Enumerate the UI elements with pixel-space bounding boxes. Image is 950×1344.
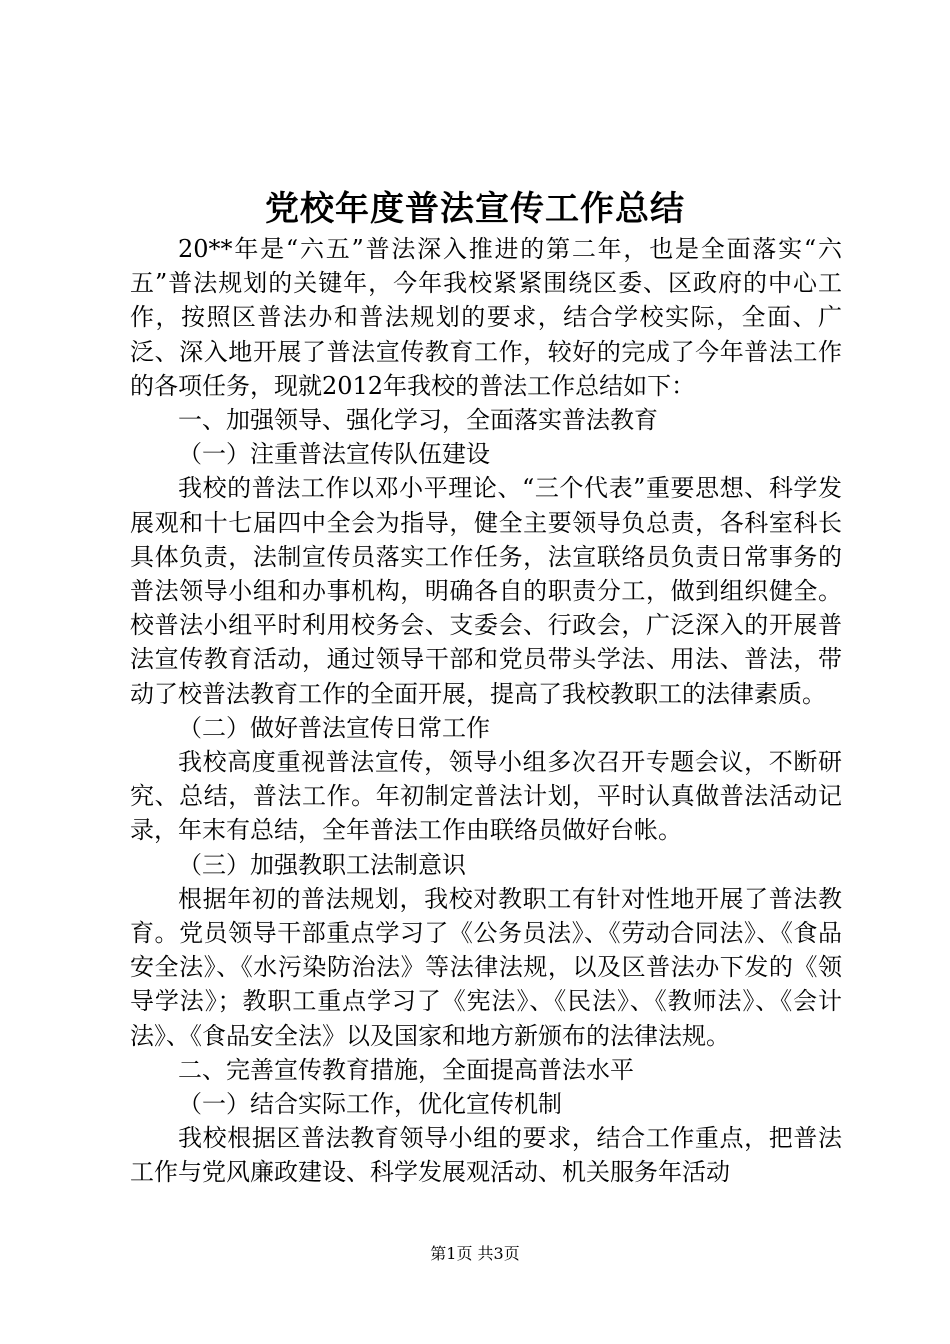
paragraph-1-2: 我校高度重视普法宣传，领导小组多次召开专题会议，不断研究、总结，普法工作。年初制定普法计划，平时认真做普法活动记录，年末有总结，全年普法工作由联络员做好台帐。 [130, 748, 842, 845]
paragraph-2-1: 我校根据区普法教育领导小组的要求，结合工作重点，把普法工作与党风廉政建设、科学发展观活动、机关服务年活动 [130, 1124, 842, 1187]
subsection-heading-1-2: （二）做好普法宣传日常工作 [178, 713, 490, 742]
paragraph-1-1: 我校的普法工作以邓小平理论、“三个代表”重要思想、科学发展观和十七届四中全会为指导，健全主要领导负总责，各科室科长具体负责，法制宣传员落实工作任务，法宣联络员负责日常事务的普法领导小组和办事机构，明确各自的职责分工，做到组织健全。校普法小组平时利用校务会、支委会、行政会，广泛深入的开展普法宣传教育活动，通过领导干部和党员带头学法、用法、普法，带动了校普法教育工作的全面开展，提高了我校教职工的法律素质。 [130, 474, 842, 708]
paragraph-1-3: 根据年初的普法规划，我校对教职工有针对性地开展了普法教育。党员领导干部重点学习了《公务员法》、《劳动合同法》、《食品安全法》、《水污染防治法》等法律法规，以及区普法办下发的《领导学法》；教职工重点学习了《宪法》、《民法》、《教师法》、《会计法》、《食品安全法》以及国家和地方新颁布的法律法规。 [130, 884, 842, 1050]
section-heading-1: 一、加强领导、强化学习，全面落实普法教育 [178, 406, 658, 435]
paragraph-intro: 20**年是“六五”普法深入推进的第二年，也是全面落实“六五”普法规划的关键年，今年我校紧紧围绕区委、区政府的中心工作，按照区普法办和普法规划的要求，结合学校实际，全面、广泛、深入地开展了普法宣传教育工作，较好的完成了今年普法工作的各项任务，现就2012年我校的普法工作总结如下： [130, 235, 842, 400]
document-title: 党校年度普法宣传工作总结 [265, 189, 685, 229]
section-heading-2: 二、完善宣传教育措施，全面提高普法水平 [178, 1055, 634, 1084]
subsection-heading-1-1: （一）注重普法宣传队伍建设 [178, 440, 490, 469]
subsection-heading-2-1: （一）结合实际工作，优化宣传机制 [178, 1090, 562, 1119]
subsection-heading-1-3: （三）加强教职工法制意识 [178, 850, 466, 879]
page-footer: 第1页 共3页 [430, 1244, 520, 1263]
document-body [130, 232, 842, 1190]
